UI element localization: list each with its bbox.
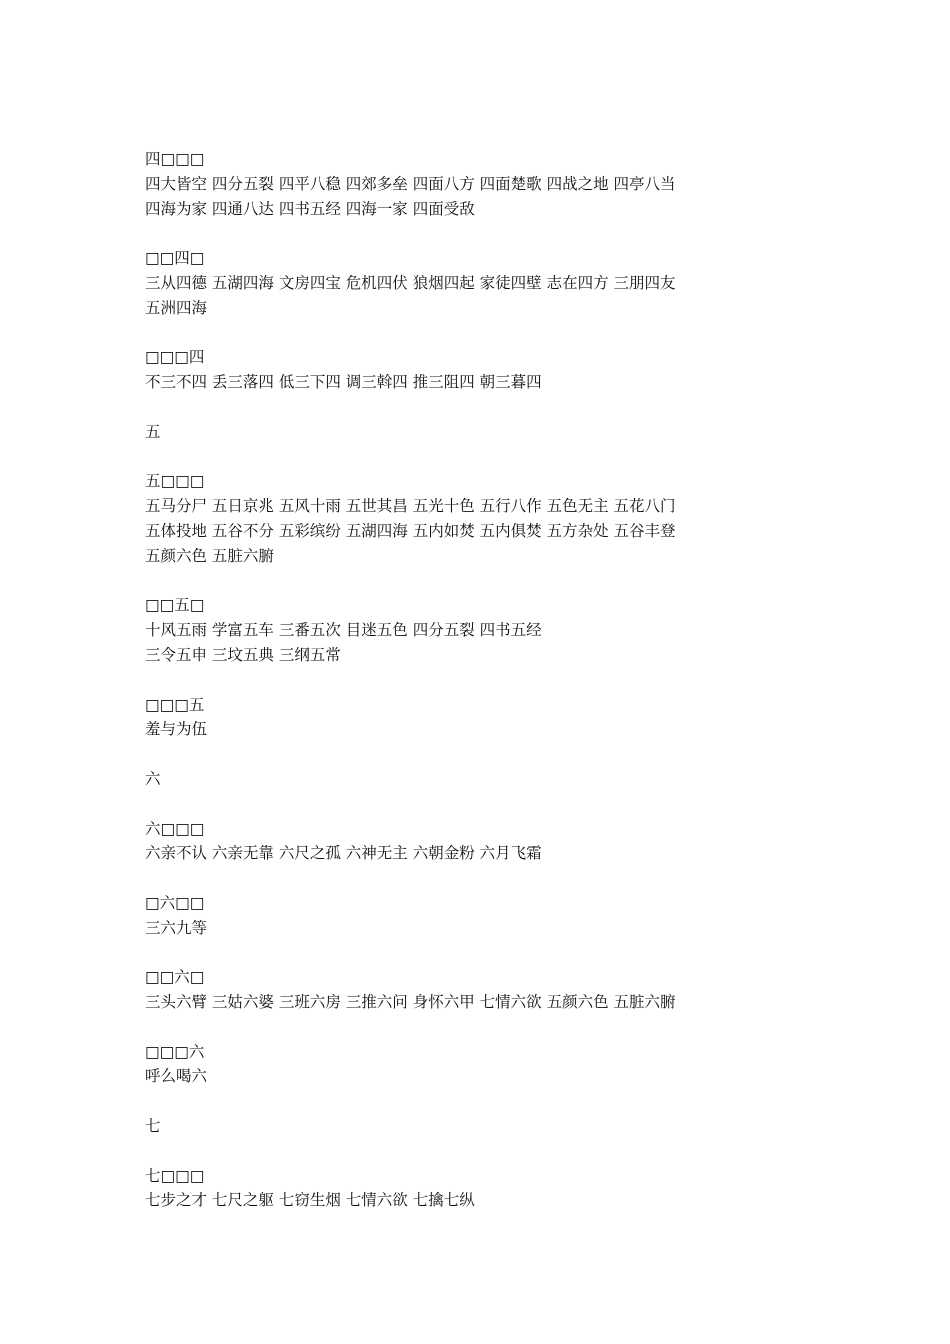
blank-line — [145, 445, 865, 470]
document-page — [145, 147, 865, 1213]
text-line: 七步之才 七尺之躯 七窃生烟 七情六欲 七擒七纵 — [145, 1191, 475, 1210]
blank-line — [145, 1139, 865, 1164]
blank-line — [145, 321, 865, 346]
text-line: 五 — [145, 422, 161, 441]
text-line: 四海为家 四通八达 四书五经 四海一家 四面受敌 — [145, 199, 475, 218]
text-line: 五颜六色 五脏六腑 — [145, 546, 274, 565]
text-line: 五体投地 五谷不分 五彩缤纷 五湖四海 五内如焚 五内俱焚 五方杂处 五谷丰登 — [145, 521, 676, 540]
text-line: 六 — [145, 769, 161, 788]
text-line: 五洲四海 — [145, 298, 208, 317]
blank-line — [145, 941, 865, 966]
blank-line — [145, 792, 865, 817]
text-line: 四□□□ — [145, 150, 205, 168]
text-line: □□□四 — [145, 348, 205, 367]
text-line: 四大皆空 四分五裂 四平八稳 四郊多垒 四面八方 四面楚歌 四战之地 四亭八当 — [145, 174, 676, 193]
text-line: 五马分尸 五日京兆 五风十雨 五世其昌 五光十色 五行八作 五色无主 五花八门 — [145, 497, 676, 516]
blank-line — [145, 221, 865, 246]
text-line: □□□五 — [145, 695, 205, 714]
blank-line — [145, 1089, 865, 1114]
text-line: 五□□□ — [145, 472, 205, 491]
text-line: □□□六 — [145, 1042, 205, 1061]
blank-line — [145, 668, 865, 693]
text-line: □六□□ — [145, 893, 205, 912]
text-line: 六□□□ — [145, 819, 205, 838]
text-line: 七 — [145, 1117, 161, 1136]
text-line: 羞与为伍 — [145, 720, 208, 739]
text-line: 六亲不认 六亲无靠 六尺之孤 六神无主 六朝金粉 六月飞霜 — [145, 844, 542, 863]
text-line: □□五□ — [145, 596, 205, 615]
blank-line — [145, 742, 865, 767]
text-line: 三从四德 五湖四海 文房四宝 危机四伏 狼烟四起 家徒四壁 志在四方 三朋四友 — [145, 273, 676, 292]
blank-line — [145, 569, 865, 594]
text-line: 呼么喝六 — [145, 1067, 208, 1086]
text-line: 三令五申 三坟五典 三纲五常 — [145, 645, 341, 664]
text-line: 三头六臂 三姑六婆 三班六房 三推六问 身怀六甲 七情六欲 五颜六色 五脏六腑 — [145, 993, 676, 1012]
text-line: 十风五雨 学富五车 三番五次 目迷五色 四分五裂 四书五经 — [145, 621, 542, 640]
text-line: 三六九等 — [145, 918, 208, 937]
text-line: □□六□ — [145, 968, 205, 987]
blank-line — [145, 395, 865, 420]
text-line: □□四□ — [145, 249, 205, 268]
text-line: 不三不四 丢三落四 低三下四 调三斡四 推三阻四 朝三暮四 — [145, 373, 542, 392]
text-line: 七□□□ — [145, 1166, 205, 1185]
blank-line — [145, 1015, 865, 1040]
blank-line — [145, 866, 865, 891]
